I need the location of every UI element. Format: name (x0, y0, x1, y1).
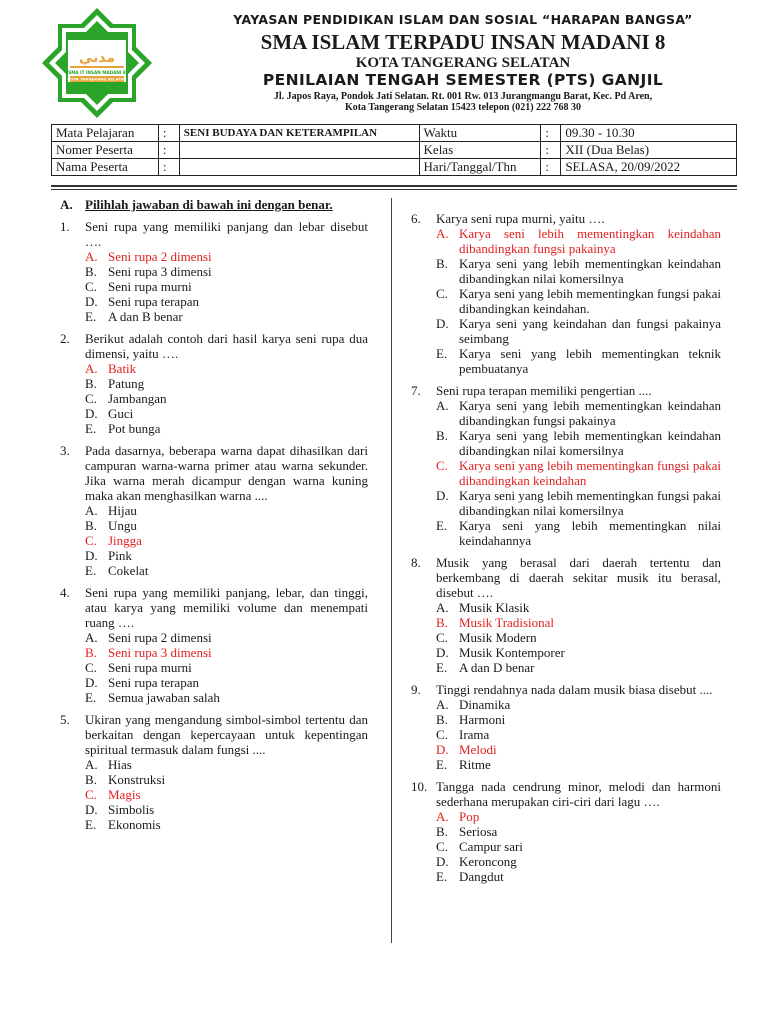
school-address-line2: Kota Tangerang Selatan 15423 telepon (021) 222 768 30 (344, 102, 582, 113)
option-letter: E. (85, 690, 97, 705)
question (411, 682, 721, 772)
option-letter: A. (85, 757, 98, 772)
option-text: Harmoni (459, 712, 506, 727)
logo-arabic-text: مدني (78, 50, 116, 66)
option-text: Karya seni lebih mementingkan keindahan dibandingkan fungsi pakainya (459, 226, 721, 256)
colon: : (541, 142, 561, 159)
answer-option-correct[interactable] (60, 361, 368, 376)
school-address-line1: Jl. Japos Raya, Pondok Jati Selatan. Rt. 001 Rw. 013 Jurangmangu Barat, Kec. Pd Aren, (273, 91, 653, 102)
exam-title: PENILAIAN TENGAH SEMESTER (PTS) GANJIL (262, 71, 664, 89)
option-text: Semua jawaban salah (108, 690, 220, 705)
answer-option[interactable] (60, 503, 368, 518)
answer-option[interactable] (60, 817, 368, 832)
option-letter: D. (436, 488, 449, 503)
question-stem (411, 555, 721, 600)
option-letter: E. (85, 421, 97, 436)
answer-option[interactable] (411, 488, 721, 518)
header-divider (51, 185, 737, 187)
answer-option[interactable] (60, 376, 368, 391)
option-letter: A. (436, 697, 449, 712)
option-text: Karya seni yang lebih mementingkan fungsi pakai dibandingkan keindahan. (459, 286, 721, 316)
option-text: Seni rupa terapan (108, 294, 199, 309)
colon: : (158, 159, 179, 176)
question-text: Ukiran yang mengandung simbol-simbol tertentu dan berkaitan dengan kepercayaan untuk kepentingan spiritual termasuk dalam fungsi .... (85, 712, 368, 757)
option-letter: A. (436, 600, 449, 615)
option-letter: B. (85, 376, 97, 391)
answer-option[interactable] (411, 600, 721, 615)
answer-option[interactable] (411, 824, 721, 839)
question-number: 1. (60, 219, 70, 234)
questions-right (411, 211, 721, 884)
answer-option[interactable] (411, 316, 721, 346)
answer-option[interactable] (60, 548, 368, 563)
participant-name-label: Nama Peserta (52, 159, 159, 176)
colon: : (541, 125, 561, 142)
question-number: 4. (60, 585, 70, 600)
option-text: A dan B benar (108, 309, 183, 324)
question-number: 7. (411, 383, 421, 398)
answer-option-correct[interactable] (411, 742, 721, 757)
option-text: Seriosa (459, 824, 498, 839)
option-letter: C. (85, 660, 97, 675)
option-text: Ekonomis (108, 817, 161, 832)
class-value: XII (Dua Belas) (561, 142, 737, 159)
option-text: Konstruksi (108, 772, 166, 787)
option-letter: D. (436, 645, 449, 660)
option-letter: A. (85, 249, 98, 264)
option-text: Hijau (108, 503, 137, 518)
option-letter: A. (436, 809, 449, 824)
class-label: Kelas (419, 142, 541, 159)
colon: : (158, 125, 179, 142)
answer-option[interactable] (411, 428, 721, 458)
option-letter: B. (436, 256, 448, 271)
option-text: Dangdut (459, 869, 504, 884)
answer-option[interactable] (411, 630, 721, 645)
option-text: Seni rupa murni (108, 279, 192, 294)
option-text: Pop (459, 809, 480, 824)
question-text: Seni rupa terapan memiliki pengertian .... (436, 383, 652, 398)
option-text: Karya seni yang lebih mementingkan keindahan dibandingkan nilai komersilnya (459, 428, 721, 458)
answer-option[interactable] (411, 660, 721, 675)
option-text: Musik Klasik (459, 600, 530, 615)
option-text: Seni rupa 3 dimensi (108, 645, 212, 660)
answer-option[interactable] (60, 690, 368, 705)
option-letter: C. (436, 630, 448, 645)
answer-option[interactable] (60, 675, 368, 690)
subject-value: SENI BUDAYA DAN KETERAMPILAN (179, 125, 419, 142)
option-letter: E. (436, 869, 448, 884)
info-row-name (52, 159, 737, 176)
question-text: Berikut adalah contoh dari hasil karya seni rupa dua dimensi, yaitu …. (85, 331, 368, 361)
question-number: 9. (411, 682, 421, 697)
answer-option-correct[interactable] (60, 533, 368, 548)
question-text: Pada dasarnya, beberapa warna dapat dihasilkan dari campuran warna-warna primer atau warna sekunder. Jika warna merah dicampur dengan warna kuning maka akan menghasilkan warna .... (85, 443, 368, 503)
section-label: A. (60, 197, 73, 212)
option-text: Karya seni yang lebih mementingkan fungsi pakai dibandingkan nilai komersilnya (459, 488, 721, 518)
answer-option-correct[interactable] (411, 615, 721, 630)
question-number: 2. (60, 331, 70, 346)
time-value: 09.30 - 10.30 (561, 125, 737, 142)
option-letter: C. (85, 787, 97, 802)
colon: : (541, 159, 561, 176)
option-text: Karya seni yang keindahan dan fungsi pakainya seimbang (459, 316, 721, 346)
option-letter: A. (436, 398, 449, 413)
option-text: Simbolis (108, 802, 155, 817)
option-letter: A. (85, 503, 98, 518)
option-letter: D. (85, 406, 98, 421)
answer-option[interactable] (60, 772, 368, 787)
question-text: Musik yang berasal dari daerah tertentu dan berkembang di daerah sekitar musik itu berasal, disebut …. (436, 555, 721, 600)
option-letter: E. (85, 309, 97, 324)
option-text: Karya seni yang lebih mementingkan keindahan dibandingkan nilai komersilnya (459, 256, 721, 286)
question-stem (60, 712, 368, 757)
option-text: Guci (108, 406, 134, 421)
option-letter: D. (436, 854, 449, 869)
answer-option-correct[interactable] (60, 645, 368, 660)
option-text: Patung (108, 376, 145, 391)
option-letter: E. (436, 757, 448, 772)
question-stem (60, 443, 368, 503)
question-stem (411, 779, 721, 809)
question-stem (60, 331, 368, 361)
question-number: 5. (60, 712, 70, 727)
info-row-subject (52, 125, 737, 142)
option-text: Irama (459, 727, 490, 742)
option-text: Cokelat (108, 563, 149, 578)
option-text: Karya seni yang lebih mementingkan teknik pembuatanya (459, 346, 721, 376)
answer-option[interactable] (60, 309, 368, 324)
answer-option[interactable] (60, 294, 368, 309)
option-text: Batik (108, 361, 137, 376)
answer-option[interactable] (60, 406, 368, 421)
answer-option[interactable] (411, 697, 721, 712)
answer-option[interactable] (60, 630, 368, 645)
question-number: 8. (411, 555, 421, 570)
answer-option[interactable] (411, 256, 721, 286)
option-letter: E. (436, 346, 448, 361)
answer-option[interactable] (411, 839, 721, 854)
option-letter: D. (85, 802, 98, 817)
option-letter: E. (436, 518, 448, 533)
answer-option-correct[interactable] (60, 249, 368, 264)
answer-option[interactable] (411, 869, 721, 884)
subject-label: Mata Pelajaran (52, 125, 159, 142)
option-letter: C. (436, 727, 448, 742)
question-text: Tinggi rendahnya nada dalam musik biasa disebut .... (436, 682, 713, 697)
question (60, 585, 368, 705)
answer-option-correct[interactable] (60, 787, 368, 802)
section-instruction: Pilihlah jawaban di bawah ini dengan benar. (85, 197, 333, 212)
school-city: KOTA TANGERANG SELATAN (355, 55, 571, 71)
option-text: Hias (108, 757, 132, 772)
option-letter: B. (436, 615, 448, 630)
option-text: Dinamika (459, 697, 511, 712)
info-row-number (52, 142, 737, 159)
answer-option[interactable] (60, 421, 368, 436)
option-text: Magis (108, 787, 141, 802)
option-text: Musik Kontemporer (459, 645, 565, 660)
answer-option[interactable] (411, 346, 721, 376)
answer-option[interactable] (411, 398, 721, 428)
column-divider (391, 198, 392, 943)
option-letter: C. (436, 458, 448, 473)
option-letter: B. (85, 264, 97, 279)
option-text: Jambangan (108, 391, 167, 406)
answer-option[interactable] (60, 264, 368, 279)
option-letter: D. (85, 294, 98, 309)
answer-option-correct[interactable] (411, 809, 721, 824)
question-number: 3. (60, 443, 70, 458)
answer-option[interactable] (60, 518, 368, 533)
option-letter: C. (436, 286, 448, 301)
option-letter: A. (436, 226, 449, 241)
option-text: Musik Modern (459, 630, 537, 645)
answer-option[interactable] (60, 802, 368, 817)
date-label: Hari/Tanggal/Thn (419, 159, 541, 176)
section-heading (60, 197, 368, 212)
answer-option[interactable] (411, 727, 721, 742)
answer-option[interactable] (411, 854, 721, 869)
question-number: 6. (411, 211, 421, 226)
option-text: Seni rupa terapan (108, 675, 199, 690)
question-text: Seni rupa yang memiliki panjang, lebar, dan tinggi, atau karya yang memiliki volume dan menempati ruang …. (85, 585, 368, 630)
answer-option[interactable] (411, 645, 721, 660)
question-stem (411, 383, 721, 398)
school-name: SMA ISLAM TERPADU INSAN MADANI 8 (260, 30, 666, 54)
question (411, 383, 721, 548)
option-text: Campur sari (459, 839, 523, 854)
answer-option[interactable] (60, 757, 368, 772)
option-text: Melodi (459, 742, 497, 757)
answer-option[interactable] (60, 563, 368, 578)
option-text: Seni rupa 2 dimensi (108, 630, 212, 645)
time-label: Waktu (419, 125, 541, 142)
option-letter: D. (85, 675, 98, 690)
question (60, 443, 368, 578)
question (411, 779, 721, 884)
option-text: Jingga (108, 533, 142, 548)
question-text: Seni rupa yang memiliki panjang dan lebar disebut …. (85, 219, 368, 249)
question-stem (411, 682, 721, 697)
option-letter: A. (85, 361, 98, 376)
option-letter: C. (85, 279, 97, 294)
answer-option-correct[interactable] (411, 226, 721, 256)
participant-number-value[interactable] (179, 142, 419, 159)
option-text: Seni rupa 2 dimensi (108, 249, 212, 264)
option-letter: E. (85, 817, 97, 832)
question-stem (60, 219, 368, 249)
answer-option[interactable] (411, 286, 721, 316)
logo-name-text: SMA IT INSAN MADANI 8 (68, 70, 126, 75)
option-text: Ungu (108, 518, 137, 533)
answer-option[interactable] (60, 279, 368, 294)
option-letter: B. (436, 712, 448, 727)
option-letter: B. (436, 428, 448, 443)
question-text: Tangga nada cendrung minor, melodi dan harmoni sederhana merupakan ciri-ciri dari lagu …. (436, 779, 721, 809)
answer-option[interactable] (60, 391, 368, 406)
option-letter: D. (436, 742, 449, 757)
option-letter: B. (85, 772, 97, 787)
option-text: A dan D benar (459, 660, 535, 675)
option-letter: B. (85, 645, 97, 660)
option-letter: C. (85, 533, 97, 548)
question-stem (60, 585, 368, 630)
questions-right-column (411, 211, 721, 891)
answer-option[interactable] (411, 757, 721, 772)
question-number: 10. (411, 779, 428, 794)
option-text: Pot bunga (108, 421, 161, 436)
questions-left-column (60, 197, 368, 839)
option-text: Ritme (459, 757, 491, 772)
option-letter: A. (85, 630, 98, 645)
exam-info-table (51, 124, 737, 176)
option-text: Pink (108, 548, 132, 563)
option-letter: E. (436, 660, 448, 675)
option-letter: D. (85, 548, 98, 563)
participant-number-label: Nomer Peserta (52, 142, 159, 159)
answer-option[interactable] (411, 518, 721, 548)
option-text: Karya seni yang lebih mementingkan nilai keindahannya (459, 518, 721, 548)
option-text: Karya seni yang lebih mementingkan keindahan dibandingkan fungsi pakainya (459, 398, 721, 428)
option-text: Keroncong (459, 854, 517, 869)
option-letter: E. (85, 563, 97, 578)
option-letter: D. (436, 316, 449, 331)
option-letter: C. (85, 391, 97, 406)
answer-option[interactable] (60, 660, 368, 675)
option-text: Seni rupa murni (108, 660, 192, 675)
question-stem (411, 211, 721, 226)
question (411, 555, 721, 675)
foundation-name: YAYASAN PENDIDIKAN ISLAM DAN SOSIAL “HARAPAN BANGSA” (233, 12, 693, 27)
option-letter: B. (436, 824, 448, 839)
option-text: Karya seni yang lebih mementingkan fungsi pakai dibandingkan keindahan (459, 458, 721, 488)
option-letter: B. (85, 518, 97, 533)
question (411, 211, 721, 376)
answer-option[interactable] (411, 712, 721, 727)
participant-name-value[interactable] (179, 159, 419, 176)
question (60, 712, 368, 832)
option-text: Seni rupa 3 dimensi (108, 264, 212, 279)
date-value: SELASA, 20/09/2022 (561, 159, 737, 176)
option-letter: C. (436, 839, 448, 854)
colon: : (158, 142, 179, 159)
question (60, 331, 368, 436)
school-logo (40, 6, 154, 120)
logo-city-text: KOTA TANGERANG SELATAN (67, 76, 127, 82)
header-divider-thin (51, 189, 737, 190)
answer-option-correct[interactable] (411, 458, 721, 488)
option-text: Musik Tradisional (459, 615, 554, 630)
question-text: Karya seni rupa murni, yaitu …. (436, 211, 605, 226)
question (60, 219, 368, 324)
questions-left (60, 219, 368, 832)
